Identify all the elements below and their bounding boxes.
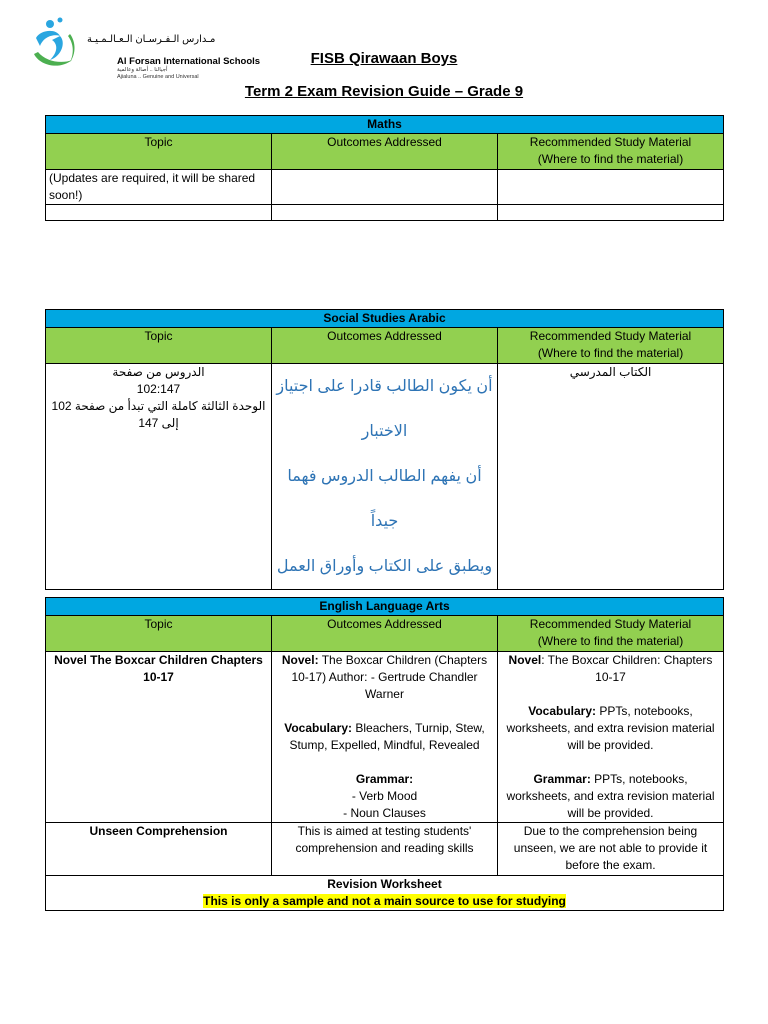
maths-material-header: [498, 134, 724, 170]
maths-empty-row: [46, 205, 724, 221]
ela-material-header-line2: (Where to find the material): [537, 634, 684, 648]
maths-material-header-line2: (Where to find the material): [537, 152, 684, 166]
mat-vocab-text: PPTs, notebooks, worksheets, and extra revision material will be provided.: [506, 704, 715, 752]
maths-outcomes-cell: [272, 170, 498, 205]
ela-novel-outcome: [275, 652, 494, 703]
maths-table: [45, 115, 724, 221]
social-topic-line2: 102:147: [136, 382, 181, 396]
maths-row: [46, 170, 724, 205]
vocab-label: Vocabulary:: [284, 721, 353, 735]
logo-tagline-english: Ajialuna .. Genuine and Universal: [117, 74, 199, 80]
ela-vocab-outcome: [275, 720, 494, 754]
social-outcomes-cell: [272, 364, 498, 590]
social-material-header-line1: Recommended Study Material: [529, 329, 692, 343]
social-outcome-line3: أن يفهم الطالب الدروس فهما جيداً: [287, 468, 482, 530]
logo-arabic-name: مـدارس الـفـرسـان الـعـالـمـيـة: [87, 34, 216, 45]
ela-novel-material: [501, 652, 720, 686]
maths-subject-title: Maths: [46, 116, 724, 134]
social-topic-line1: الدروس من صفحة: [112, 365, 205, 379]
social-outcome-line1: أن يكون الطالب قادرا على اجتياز: [276, 378, 493, 395]
maths-outcomes-header: Outcomes Addressed: [272, 134, 498, 170]
ela-comprehension-topic-cell: Unseen Comprehension: [46, 823, 272, 876]
ela-outcomes-header: Outcomes Addressed: [272, 616, 498, 652]
mat-vocab-label: Vocabulary:: [528, 704, 597, 718]
social-row: [46, 364, 724, 590]
maths-subject-row: [46, 116, 724, 134]
grammar-item-2: - Noun Clauses: [343, 806, 426, 820]
worksheet-note: This is only a sample and not a main source to use for studying: [203, 894, 566, 908]
logo-english-name: Al Forsan International Schools: [117, 56, 261, 67]
ela-subject-title: English Language Arts: [46, 598, 724, 616]
grammar-item-1: - Verb Mood: [351, 789, 418, 803]
mat-novel-text: : The Boxcar Children: Chapters 10-17: [541, 653, 713, 684]
ela-novel-outcomes-cell: [272, 652, 498, 823]
social-outcome-line4: ويطبق على الكتاب وأوراق العمل: [276, 558, 493, 575]
guide-title: Term 2 Exam Revision Guide – Grade 9: [244, 83, 524, 100]
logo-tagline-arabic: أجيالنا .. أصالة وعالمية: [117, 67, 168, 73]
worksheet-title: Revision Worksheet: [327, 877, 442, 891]
empty-cell: [272, 205, 498, 221]
ela-comprehension-outcomes-cell: This is aimed at testing students' comprehension and reading skills: [272, 823, 498, 876]
maths-material-header-line1: Recommended Study Material: [529, 135, 692, 149]
social-topic-header: Topic: [46, 328, 272, 364]
ela-topic-header: Topic: [46, 616, 272, 652]
maths-topic-header: Topic: [46, 134, 272, 170]
social-topic-cell: [46, 364, 272, 590]
maths-material-cell: [498, 170, 724, 205]
mat-grammar-text: PPTs, notebooks, worksheets, and extra revision material will be provided.: [506, 772, 715, 820]
maths-column-headers: [46, 134, 724, 170]
mat-novel-label: Novel: [508, 653, 542, 667]
ela-column-headers: [46, 616, 724, 652]
ela-material-header-line1: Recommended Study Material: [529, 617, 692, 631]
social-material-header-line2: (Where to find the material): [537, 346, 684, 360]
ela-material-header: [498, 616, 724, 652]
ela-novel-topic-cell: Novel The Boxcar Children Chapters 10-17: [46, 652, 272, 823]
social-column-headers: [46, 328, 724, 364]
ela-worksheet-cell: [46, 876, 724, 911]
novel-label: Novel:: [281, 653, 319, 667]
ela-novel-row: [46, 652, 724, 823]
social-subject-title: Social Studies Arabic: [46, 310, 724, 328]
ela-worksheet-row: [46, 876, 724, 911]
ela-novel-material-cell: [498, 652, 724, 823]
ela-vocab-material: [501, 703, 720, 754]
empty-cell: [498, 205, 724, 221]
empty-cell: [46, 205, 272, 221]
ela-subject-row: [46, 598, 724, 616]
social-outcomes-header: Outcomes Addressed: [272, 328, 498, 364]
vocab-text: Bleachers, Turnip, Stew, Stump, Expelled, Mindful, Revealed: [289, 721, 485, 752]
grammar-label: Grammar:: [355, 772, 414, 786]
ela-comprehension-material-cell: Due to the comprehension being unseen, we are not able to provide it before the exam.: [498, 823, 724, 876]
social-studies-table: [45, 309, 724, 590]
ela-grammar-material: [501, 771, 720, 822]
ela-comprehension-row: [46, 823, 724, 876]
social-outcome-line2: الاختبار: [361, 423, 408, 440]
novel-text: The Boxcar Children (Chapters 10-17) Author: - Gertrude Chandler Warner: [291, 653, 488, 701]
maths-topic-cell: (Updates are required, it will be shared soon!): [46, 170, 272, 205]
school-title: FISB Qirawaan Boys: [310, 50, 458, 67]
social-subject-row: [46, 310, 724, 328]
social-topic-line3: الوحدة الثالثة كاملة التي تبدأ من صفحة 102 إلى 147: [51, 399, 266, 430]
social-material-cell: الكتاب المدرسي: [498, 364, 724, 590]
mat-grammar-label: Grammar:: [533, 772, 591, 786]
ela-table: [45, 597, 724, 911]
social-material-header: [498, 328, 724, 364]
